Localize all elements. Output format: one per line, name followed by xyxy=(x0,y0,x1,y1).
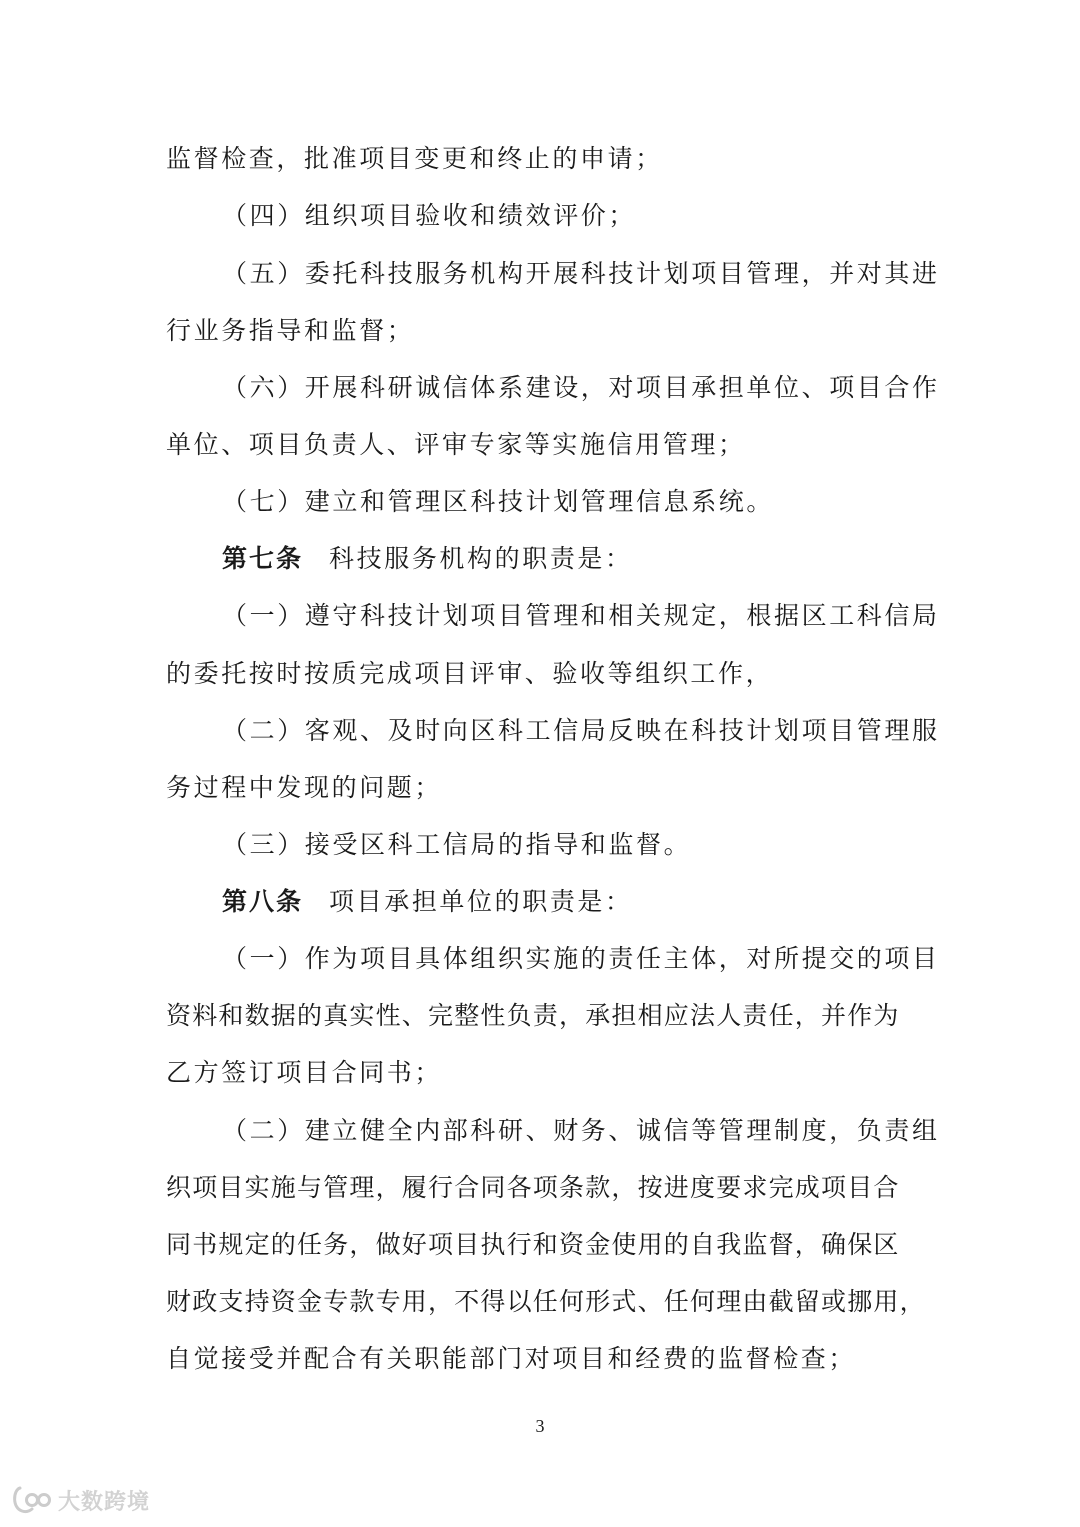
article-heading: 第七条 xyxy=(222,544,304,573)
text-line: （三）接受区科工信局的指导和监督。 xyxy=(222,830,692,859)
text-line: 织项目实施与管理，履行合同各项条款，按进度要求完成项目合 xyxy=(166,1173,900,1202)
text-line: 单位、项目负责人、评审专家等实施信用管理； xyxy=(166,430,746,459)
article-7-line xyxy=(222,539,982,579)
text-line: （二）建立健全内部科研、财务、诚信等管理制度，负责组 xyxy=(222,1116,940,1145)
text-line: 自觉接受并配合有关职能部门对项目和经费的监督检查； xyxy=(166,1344,857,1373)
text-line: 项目承担单位的职责是： xyxy=(329,887,633,916)
text-line: （七）建立和管理区科技计划管理信息系统。 xyxy=(222,487,775,516)
text-line: （一）遵守科技计划项目管理和相关规定，根据区工科信局 xyxy=(222,601,940,630)
text-line: （二）客观、及时向区科工信局反映在科技计划项目管理服 xyxy=(222,716,940,745)
watermark-text: 大数跨境 xyxy=(58,1489,151,1515)
article-heading: 第八条 xyxy=(222,887,304,916)
text-line: （一）作为项目具体组织实施的责任主体，对所提交的项目 xyxy=(222,944,940,973)
text-line: （六）开展科研诚信体系建设，对项目承担单位、项目合作 xyxy=(222,373,940,402)
text-line: 监督检查，批准项目变更和终止的申请； xyxy=(166,144,663,173)
text-line: （四）组织项目验收和绩效评价； xyxy=(222,201,637,230)
text-line: 务过程中发现的问题； xyxy=(166,773,443,802)
text-line: 科技服务机构的职责是： xyxy=(329,544,633,573)
text-line: 资料和数据的真实性、完整性负责，承担相应法人责任，并作为 xyxy=(166,1001,900,1030)
text-line: 财政支持资金专款专用，不得以任何形式、任何理由截留或挪用， xyxy=(166,1287,926,1316)
watermark xyxy=(10,1480,150,1520)
text-line: 乙方签订项目合同书； xyxy=(166,1058,443,1087)
text-line: 的委托按时按质完成项目评审、验收等组织工作， xyxy=(166,659,774,688)
page-number: 3 xyxy=(535,1416,545,1436)
article-8-line xyxy=(222,882,982,922)
text-line: 行业务指导和监督； xyxy=(166,316,415,345)
text-line: （五）委托科技服务机构开展科技计划项目管理，并对其进 xyxy=(222,259,940,288)
text-line: 同书规定的任务，做好项目执行和资金使用的自我监督，确保区 xyxy=(166,1230,900,1259)
brand-logo-icon xyxy=(10,1484,54,1516)
